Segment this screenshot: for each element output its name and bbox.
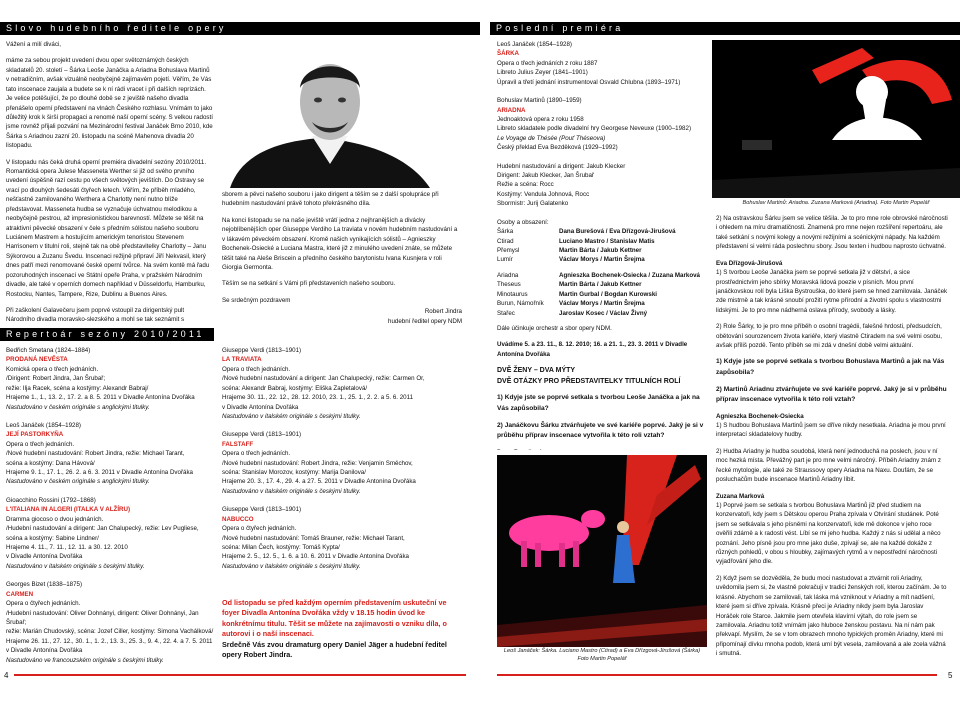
sarka-photo-image	[497, 455, 707, 647]
info-line: Dramma giocoso o dvou jednáních.	[6, 515, 104, 523]
opera-title: ARIADNA	[497, 106, 526, 114]
singer: Martin Bárta / Jakub Kettner	[559, 247, 642, 255]
signature-role: hudební ředitel opery NDM	[388, 317, 462, 325]
info-line: Opera o čtyřech jednáních.	[222, 525, 297, 533]
answer-3: 1) S hudbou Bohuslava Martinů jsem se dříve nikdy nesetkala. Ariadna je mou první interpretací skladatelovy hudby.	[716, 421, 946, 439]
answer-4-name: Zuzana Marková	[716, 492, 765, 500]
repertoire-item	[222, 430, 466, 496]
team-line: Režie a scéna: Rocc	[497, 181, 554, 189]
note: Nastudováno v italském originále s českými titulky.	[222, 562, 361, 570]
ariadna-photo-caption: Bohuslav Martinů: Ariadna. Zuzana Marková (Ariadna). Foto Martin Popelář	[742, 200, 930, 206]
repertoire-header: Repertoár sezóny 2010/2011	[0, 328, 214, 341]
info-line: /Hudební nastudování a dirigent: Jan Chalupecký, režie: Lev Pugliese,	[6, 525, 199, 533]
page-number-left: 4	[4, 671, 9, 680]
repertoire-column-1	[6, 346, 216, 666]
info-line: Le Voyage de Thésée (Pouť Théseova)	[497, 134, 606, 142]
question-3: 1) Kdyje jste se poprvé setkala s tvorbou Bohuslava Martinů a jak na Vás zapůsobila?	[716, 358, 945, 376]
cast-ariadna	[497, 271, 705, 318]
left-intro-column	[6, 40, 214, 326]
info-line: Opera o třech jednáních.	[6, 440, 75, 448]
opera-title: ŠÁRKA	[497, 50, 520, 58]
singer: Jaroslav Kosec / Václav Živný	[559, 309, 648, 317]
signature-name: Robert Jindra	[424, 308, 462, 316]
singer: Martin Bárta / Jakub Kettner	[559, 281, 642, 289]
info-line: Hrajeme 20. 3., 17. 4., 29. 4. a 27. 5. 2011 v Divadle Antonína Dvořáka	[222, 478, 416, 486]
info-line: Hrajeme 9. 1., 17. 1., 26. 2. a 6. 3. 2011 v Divadle Antonína Dvořáka	[6, 469, 193, 477]
info-line: scéna a kostýmy: Sabine Lindner/	[6, 534, 99, 542]
note: Nastudováno v českém originále s anglickými titulky.	[6, 478, 150, 486]
note: Nastudováno v italském originále s českými titulky.	[222, 412, 361, 420]
info-line: Hrajeme 26. 11., 27. 12., 30. 1., 1. 2., 13. 3., 25. 3., 9. 4., 22. 4. a 7. 5. 2011	[6, 637, 213, 645]
composer: Bedřich Smetana (1824–1884)	[6, 347, 91, 354]
info-line: scéna: Stanislav Morozov, kostýmy: Marija Danilova/	[222, 469, 366, 477]
note: Nastudováno v italském originále s českými titulky.	[222, 487, 361, 495]
repertoire-item	[6, 346, 216, 412]
info-line: Český překlad Eva Bezděková (1929–1992)	[497, 144, 618, 152]
opera-title: LA TRAVIATA	[222, 356, 262, 364]
opera-title: JEJÍ PASTORKYŇA	[6, 431, 64, 439]
info-line: Libreto Julius Zeyer (1841–1901)	[497, 69, 588, 77]
notice-text: Od listopadu se před každým operním představením uskuteční ve foyer Divadla Antonína Dvořáka vždy v 18.15 hodin úvod ke konkrétnímu titulu. Těšit se můžete na zajímavosti o vzniku díla, o autorovi i o naší inscenaci.	[222, 598, 447, 639]
info-line: v Divadle Antonína Dvořáka	[6, 647, 83, 655]
info-line: Libreto skladatele podle divadelní hry Georgese Neveuxe (1900–1982)	[497, 125, 692, 133]
answer-4-part-2: 2) Když jsem se dozvěděla, že budu moci nastudovat a ztvárnit roli Ariadny, uvědomila jsem si, že vlastně pokračuji v tradici ženských rolí, kterou začínám. Je to krásné. Abychom se zamilovali, tak láska má vzniknout v Ariadny a mít nadšení, které jsem si dříve zpívala. Krásně přeci je Ariadny nikdy jsem byla Jaroslav Horáček role Starce. Jakmile jsem otevřela klavírní výtah, do role jsem se zamilovala. Ariadnu totiž vnímám jako hluboce ženskou postavu. Na ní nám pak překvapí. Myslím, že se v tom obrazech mnoho typických proměn Ariadny, které mi připomínají dívku mnoha podob, která umí být vesela, zamilovaná a ale zcela vážná i smutná.	[716, 574, 947, 658]
opera-title: L'ITALIANA IN ALGERI (ITALKA V ALŽÍRU)	[6, 506, 131, 514]
portrait-image	[220, 40, 440, 188]
info-line: Opera o čtyřech jednáních.	[6, 600, 81, 608]
intro-paragraph-1: máme za sebou projekt uvedení dvou oper světoznámých českých skladatelů 20. století – Šárka Leoše Janáčka a Ariadna Bohuslava Martinů v netradičním, avšak vizuálně neobyčejně zajímavém pojetí. Věřím, že Vás tato inscenace zaujala a budete se k ní rádi vracet i při dalších reprízách. Je velice potěšující, že po dlouhé době se z jeviště našeho divadla přenášelo operní představení na vlnách Českého rozhlasu. Vnímám to jako důležitý krok k širší propagaci a renomé naší operní scény. S velkou radostí jsme rovněž přijali pozvání na Mezinárodní festival Janáček Brno 2010, kde Šárka s Ariadnou zazní 20. listopadu na scéně Mahenova divadla 20 listopadu.	[6, 57, 213, 150]
role: Theseus	[497, 281, 521, 289]
info-line: Hrajeme 30. 11., 22. 12., 28. 12. 2010, 23. 1., 25. 1., 2. 2. a 5. 6. 2011	[222, 394, 414, 402]
role: Šárka	[497, 228, 514, 236]
sarka-photo-caption	[497, 648, 707, 663]
conductor-portrait	[220, 40, 440, 188]
info-line: Hrajeme 1., 1., 13. 2., 17. 2. a 8. 5. 2011 v Divadle Antonína Dvořáka	[6, 394, 195, 402]
role: Minotaurus	[497, 290, 528, 298]
role: Lumír	[497, 256, 513, 264]
premiere-dates: Uvádíme 5. a 23. 11., 8. 12. 2010; 16. a 21. 1., 23. 3. 2011 v Divadle Antonína Dvořáka	[497, 341, 688, 358]
info-line: Opera o třech jednáních.	[222, 450, 291, 458]
orchestra-note: Dále účinkuje orchestr a sbor opery NDM.	[497, 324, 612, 332]
ariadna-photo-image	[712, 40, 960, 198]
interview-subtitle: DVĚ OTÁZKY PRO PŘEDSTAVITELKY TITULNÍCH ROLÍ	[497, 377, 681, 385]
repertoire-item	[6, 421, 216, 487]
answer-1-name	[497, 448, 705, 450]
singer: Luciano Mastro / Stanislav Matis	[559, 237, 655, 245]
opera-title: NABUCCO	[222, 515, 254, 523]
repertoire-item	[222, 505, 466, 571]
composer: Georges Bizet (1838–1875)	[6, 581, 83, 589]
repertoire-item	[222, 346, 466, 421]
singer: Agnieszka Bochenek-Osiecka / Zuzana Marková	[559, 271, 700, 279]
interview-title: DVĚ ŽENY – DVA MÝTY	[497, 367, 576, 375]
question-4: 2) Martinů Ariadnu ztvárňujete ve své kariéře poprvé. Jaký je si v průběhu příprav inscenace vytvořila k této roli vztah?	[716, 385, 947, 403]
answer-2: 1) S tvorbou Leoše Janáčka jsem se poprvé setkala již v dětství, a sice prostřednictvím jeho sbírky Moravská lidová poezie v písních. Mou první janáčkovskou rolí byla Liška Bystrouška, do které jsem se hned zamilovala. Janáček zde mistrně a tak krásně snoubí prožití rytme přírodní a životní spolu s vlastnostmi lidskými. Je to pro mne nádherná oslava přírody, svobody a lásky.	[716, 269, 948, 314]
page-number-right: 5	[948, 671, 953, 680]
composer: Bohuslav Martinů (1890–1959)	[497, 97, 582, 105]
repertoire-column-2	[222, 346, 466, 596]
answer-1-part-2: 2) Na ostravskou Šárku jsem se velice těšila. Je to pro mne role obrovské náročnosti i ohledem na míru dramatičnosti. Znamená pro mne nejen rozšíření repertoáru, ale také setkání s novými kolegy a novými režijními a scénickými nápady. Na každém představení si velmi ráda poslechnu sbory. Jsou texten i hudbou naprosto úchvatné.	[716, 215, 948, 251]
composer: Leoš Janáček (1854–1928)	[497, 41, 572, 48]
opera-title: FALSTAFF	[222, 440, 254, 448]
singer: Václav Morys / Martin Šrejma	[559, 256, 645, 264]
sarka-info	[497, 40, 705, 87]
question-1: 1) Kdyje jste se poprvé setkala s tvorbou Leoše Janáčka a jak na Vás zapůsobila?	[497, 394, 700, 412]
middle-paragraph-2: Na konci listopadu se na naše jeviště vrátí jedna z nejhranějších a divácky nejoblíbenějších oper Giuseppe Verdiho La traviata v novém hudebním nastudování a v lákavém pěveckém obsazení. Kromě našich vynikajících sólistů – Agnieszky Bochenek-Osiecké a Luciana Mastra, které již z minulého uvedení znáte, se můžete těšit také na Aleše Briscein a předního českého barytonistu Ivana Kusnjera v roli Giorgia Germonta.	[222, 216, 458, 271]
intro-paragraph-2: V listopadu nás čeká druhá operní premiéra divadelní sezóny 2010/2011. Romantická opera Julese Masseneta Werther si již od svého prvního uvedení úspěšně razí cestu po všech světových jevištích. Do Ostravy se vrací po dlouhých šedesáti čtyřech letech. Věřím, že příběh mladého, nešťastně zamilovaného Werthera a Charlotty není nutno blíže představovat. Masseneta hudba se vyznačuje úchvatnou melodikou a neobyčejně pestrou, až impresionistickou barevností. Můžete se těšit na atraktivní pěvecké obsazení v čele s předním sólistou našeho souboru Luciánem Mastrem a hostujícím americkým tenoristou Stevenem Harrisonem v titulní roli, stejně tak na obě představitelky Charlotty – Janu Sýkorovou a Zuzanu Švedu. Inscenaci režijně připraví Jiří Nekvasil, který dnes patří mezi renomované české operní tvůrce. Na svém kontě má řadu pozoruhodných inscenací ve Státní opeře Praha, v pražském Národním divadle, ale také v operních domech například v Düsseldorfu, Hamburku, Rostocku, Nantes, Tampere, Rize, Dublinu a Buenos Aires.	[6, 158, 210, 298]
notice-bold: Srdečně Vás zvou dramaturg opery Daniel Jäger a hudební ředitel opery Robert Jindra.	[222, 639, 447, 660]
answer-3-part-2: 2) Hudba Ariadny je hudba soudobá, která není jednoduchá na poslech, jsou v ní moc hezká místa. Převážný part je pro mne velmi náročný. Příběh Ariadny znám z řecké mytologie, ale také ze Straussovy opery Ariadna na Naxu. Doufám, že se posluchačům bude inscenace Martinů Ariadny líbit.	[716, 447, 941, 484]
note: Nastudováno ve francouzském originále s českými titulky.	[6, 656, 164, 664]
right-answers-column	[716, 214, 948, 666]
composer: Leoš Janáček (1854–1928)	[6, 421, 81, 429]
opera-title: PRODANÁ NEVĚSTA	[6, 356, 68, 364]
role: Přemysl	[497, 247, 520, 255]
repertoire-item	[6, 496, 216, 571]
team-line: Dirigent: Jakub Klecker, Jan Šrubař	[497, 172, 594, 180]
info-line: /Nové hudební nastudování: Tomáš Brauner, režie: Michael Tarant,	[222, 534, 405, 542]
intro-paragraph-3: Při zaškolení Galavečeru jsem poprvé vstoupil za dirigentský pult Národního divadla moravsko-slezského a mohl se tak seznámit s	[6, 306, 185, 324]
closing: Se srdečným pozdravem	[222, 296, 291, 304]
left-page-footer-line	[14, 674, 466, 676]
info-line: Komická opera o třech jednáních.	[6, 365, 99, 373]
right-info-column	[497, 40, 705, 450]
pre-performance-notice	[222, 598, 466, 666]
middle-paragraph-1: sborem a pěvci našeho souboru i jako dirigent a těším se z další spolupráce při hudebním nastudování právě tohoto překrásného díla.	[222, 191, 439, 208]
info-line: režie: Ilja Racek, scéna a kostýmy: Alexandr Babraj/	[6, 384, 149, 392]
answer-4: 1) Poprvé jsem se setkala s tvorbou Bohuslava Martinů již před studiem na konzervatoři, kdy jsem s Dětskou operou Praha zpívala v Otvírání studánek. Poté jsem se setkávala s jeho písněmi na konzervatoři, kde mě dokonce v jeho roce ověřili zdárně a k radosti vést. Líbí se mi jeho hudba. Každý z nás si udělal a něco poznání. Jeho písně jsou pro mne jako duše, zpívají se, ale na každé dokáže z různých pohledů, v obou s hloubky, zajímavých rytmů a v nepostřední náročnosti vyjadřování jeho dle.	[716, 501, 941, 566]
info-line: v Divadle Antonína Dvořáka	[222, 403, 299, 411]
info-line: Hrajeme 4. 11., 7. 11., 12. 11. a 30. 12. 2010	[6, 544, 128, 552]
note: Nastudováno v českém originále s anglickými titulky.	[6, 403, 150, 411]
question-2: 2) Janáčkovu Šárku ztvárňujete ve své kariéře poprvé. Jaký je si v průběhu příprav inscenace vytvořila k této roli vztah?	[497, 421, 704, 439]
singer: Martin Gurbal / Bogdan Kurowski	[559, 290, 657, 298]
role: Ariadna	[497, 271, 519, 279]
composer: Giuseppe Verdi (1813–1901)	[222, 347, 302, 354]
info-line: /Dirigent: Robert Jindra, Jan Šrubař;	[6, 375, 106, 383]
answer-2-name: Eva Dřízgová-Jirušová	[716, 259, 783, 267]
answer-3-name: Agnieszka Bochenek-Osiecka	[716, 412, 804, 420]
cast-heading: Osoby a obsazení:	[497, 218, 549, 226]
singer: Václav Morys / Martin Šrejma	[559, 300, 645, 308]
answer-2-part-2: 2) Role Šárky, to je pro mne příběh o osobní tragédii, falešné hrdosti, předsudcích, obětování sourozencem života kariéře, který vlastně Ctiradem na své velmi osobu, avšak příliš pozdě. Tento příběh se mi zdá v dnešní době velmi aktuální.	[716, 323, 942, 350]
left-middle-column	[222, 190, 462, 326]
info-line: scéna a kostýmy: Dana Hávová/	[6, 459, 95, 467]
caption-credit: Foto Martin Popelář	[577, 655, 627, 662]
caption-text: Leoš Janáček: Šárka. Luciano Mastro (Ctirad) a Eva Dřízgová-Jirušová (Šárka)	[503, 648, 701, 654]
info-line: scéna: Alexandr Babraj, kostýmy: Eliška Zapletalová/	[222, 384, 368, 392]
note: Nastudováno v italském originále s českými titulky.	[6, 562, 145, 570]
info-line: /Nové hudební nastudování: Robert Jindra, režie: Michael Tarant,	[6, 450, 185, 458]
info-line: /Nové hudební nastudování: Robert Jindra, režie: Venjamin Směchov,	[222, 459, 413, 467]
role: Ctirad	[497, 237, 514, 245]
info-line: Jednoaktová opera z roku 1958	[497, 115, 584, 123]
ariadna-stage-photo	[712, 40, 960, 198]
cast-sarka	[497, 227, 705, 265]
info-line: režie: Marián Chudovský, scéna: Jozef Ciller, kostýmy: Simona Vachálková/	[6, 628, 214, 636]
info-line: Opera o třech jednáních.	[222, 365, 291, 373]
left-page-header: Slovo hudebního ředitele opery	[0, 22, 480, 35]
info-line: v Divadle Antonína Dvořáka	[6, 553, 83, 561]
composer: Giuseppe Verdi (1813–1901)	[222, 431, 302, 439]
ariadna-info	[497, 96, 705, 153]
info-line: /Hudební nastudování: Oliver Dohnányi, dirigent: Oliver Dohnányi, Jan Šrubař;	[6, 609, 199, 626]
middle-paragraph-3: Těším se na setkání s Vámi při představeních našeho souboru.	[222, 280, 396, 288]
sarka-stage-photo	[497, 455, 707, 647]
info-line: scéna: Milan Čech, kostýmy: Tomáš Kypta/	[222, 544, 340, 552]
info-line: /Nové hudební nastudování a dirigent: Jan Chalupecký, režie: Carmen Or,	[222, 375, 425, 383]
role: Burun, Námořník	[497, 300, 544, 308]
role: Stařec	[497, 309, 515, 317]
greeting: Vážení a milí diváci,	[6, 41, 62, 48]
team-line: Hudební nastudování a dirigent: Jakub Klecker	[497, 162, 626, 170]
info-line: Úpravil a třetí jednání instrumentoval Osvald Chlubna (1893–1971)	[497, 78, 681, 86]
team-line: Kostýmy: Vendula Johnová, Rocc	[497, 190, 590, 198]
composer: Giuseppe Verdi (1813–1901)	[222, 506, 302, 514]
info-line: Hrajeme 2. 5., 12. 5., 1. 6. a 10. 6. 2011 v Divadle Antonína Dvořáka	[222, 553, 409, 561]
right-page-header: Poslední premiéra	[490, 22, 960, 35]
opera-title: CARMEN	[6, 590, 34, 598]
composer: Gioacchino Rossini (1792–1868)	[6, 496, 96, 504]
right-page-footer-line	[497, 674, 937, 676]
info-line: Opera o třech jednáních z roku 1887	[497, 59, 598, 67]
repertoire-item	[6, 580, 216, 665]
singer: Dana Burešová / Eva Dřízgová-Jirušová	[559, 228, 676, 236]
team-line: Sbormistr: Jurij Galatenko	[497, 200, 569, 208]
creative-team	[497, 162, 705, 209]
